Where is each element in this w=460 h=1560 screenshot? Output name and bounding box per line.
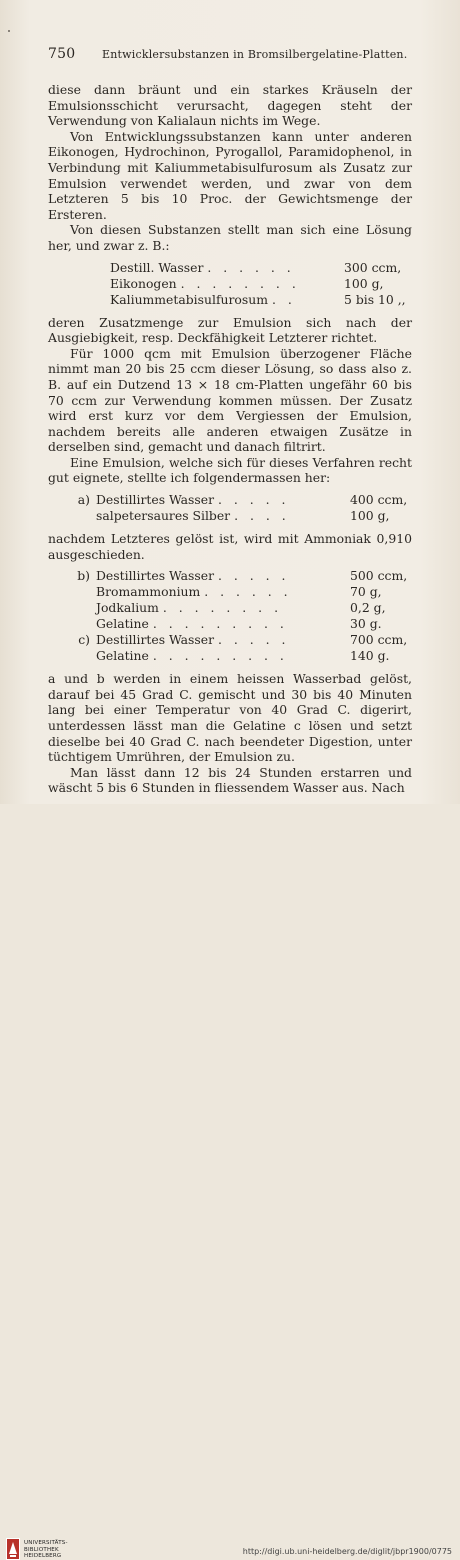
paragraph: diese dann bräunt und ein starkes Kräuseln der Emulsionsschicht verursacht, dagegen steht der Verwendung von Kalialaun nichts im Wege. xyxy=(48,82,412,129)
recipe-b-c xyxy=(48,568,412,664)
paragraph: Man lässt dann 12 bis 24 Stunden erstarren und wäscht 5 bis 6 Stunden in fliessendem Wasser aus. Nach xyxy=(48,764,412,796)
recipe-line: Eikonogen . . . . . . . . 100 g, xyxy=(110,275,384,291)
recipe-line: Destill. Wasser . . . . . . 300 ccm, xyxy=(110,259,402,275)
recipe-a xyxy=(48,492,412,524)
page-body xyxy=(48,82,412,796)
library-name: UNIVERSITÄTS- BIBLIOTHEK HEIDELBERG xyxy=(24,1540,68,1559)
scan-speck xyxy=(8,30,10,32)
recipe-line: Jodkalium . . . . . . . . 0,2 g, xyxy=(96,600,386,616)
recipe-line: salpetersaures Silber . . . . 100 g, xyxy=(96,508,390,524)
recipe-solution xyxy=(48,260,412,308)
digitization-footer xyxy=(0,764,460,1559)
recipe-line: a) Destillirtes Wasser . . . . . 400 ccm, xyxy=(77,492,408,508)
recipe-line: Kaliummetabisulfurosum . . 5 bis 10 ,, xyxy=(110,291,406,307)
paragraph: Eine Emulsion, welche sich für dieses Verfahren recht gut eignete, stellte ich folgendermassen her: xyxy=(48,454,412,486)
paragraph: nachdem Letzteres gelöst ist, wird mit Ammoniak 0,910 ausgeschieden. xyxy=(48,531,412,562)
recipe-line: c) Destillirtes Wasser . . . . . 700 ccm, xyxy=(78,632,408,648)
paragraph: deren Zusatzmenge zur Emulsion sich nach der Ausgiebigkeit, resp. Deckfähigkeit Letzterer richtet. xyxy=(48,314,412,346)
page-number: 750 xyxy=(48,46,76,62)
running-title: Entwicklersubstanzen in Bromsilbergelatine-Platten. xyxy=(102,48,408,61)
source-url-link[interactable]: http://digi.ub.uni-heidelberg.de/diglit/jbpr1900/0775 xyxy=(242,1547,452,1556)
paragraph: Für 1000 qcm mit Emulsion überzogener Fläche nimmt man 20 bis 25 ccm dieser Lösung, so dass also z. B. auf ein Dutzend 13 × 18 cm-Platten ungefähr 60 bis 70 ccm zur Verwendung kommen müssen. Der Zusatz wird erst kurz vor dem Vergiessen der Emulsion, nachdem bereits alle anderen etwaigen Zusätze in derselben sind, gemacht und danach filtrirt. xyxy=(48,345,412,455)
recipe-line: Gelatine . . . . . . . . . 140 g. xyxy=(96,648,390,664)
recipe-line: b) Destillirtes Wasser . . . . . 500 ccm, xyxy=(77,568,408,584)
paragraph: Von diesen Substanzen stellt man sich eine Lösung her, und zwar z. B.: xyxy=(48,222,412,253)
university-library-logo-icon xyxy=(6,1538,20,1560)
recipe-line: Bromammonium . . . . . . 70 g, xyxy=(96,584,382,600)
paragraph: a und b werden in einem heissen Wasserbad gelöst, darauf bei 45 Grad C. gemischt und 30 bis 40 Minuten lang bei einer Temperatur von 40 Grad C. digerirt, unterdessen lässt man die Gelatine c lösen und setzt dieselbe bei 40 Grad C. nach beendeter Digestion, unter tüchtigem Umrühren, der Emulsion zu. xyxy=(48,671,412,765)
recipe-line: Gelatine . . . . . . . . . 30 g. xyxy=(96,616,382,632)
paragraph: Von Entwicklungssubstanzen kann unter anderen Eikonogen, Hydrochinon, Pyrogallol, Paramidophenol, in Verbindung mit Kaliummetabisulfurosum als Zusatz zur Emulsion verwendet werden, und zwar von dem Letzteren 5 bis 10 Proc. der Gewichtsmenge der Ersteren. xyxy=(48,128,412,222)
